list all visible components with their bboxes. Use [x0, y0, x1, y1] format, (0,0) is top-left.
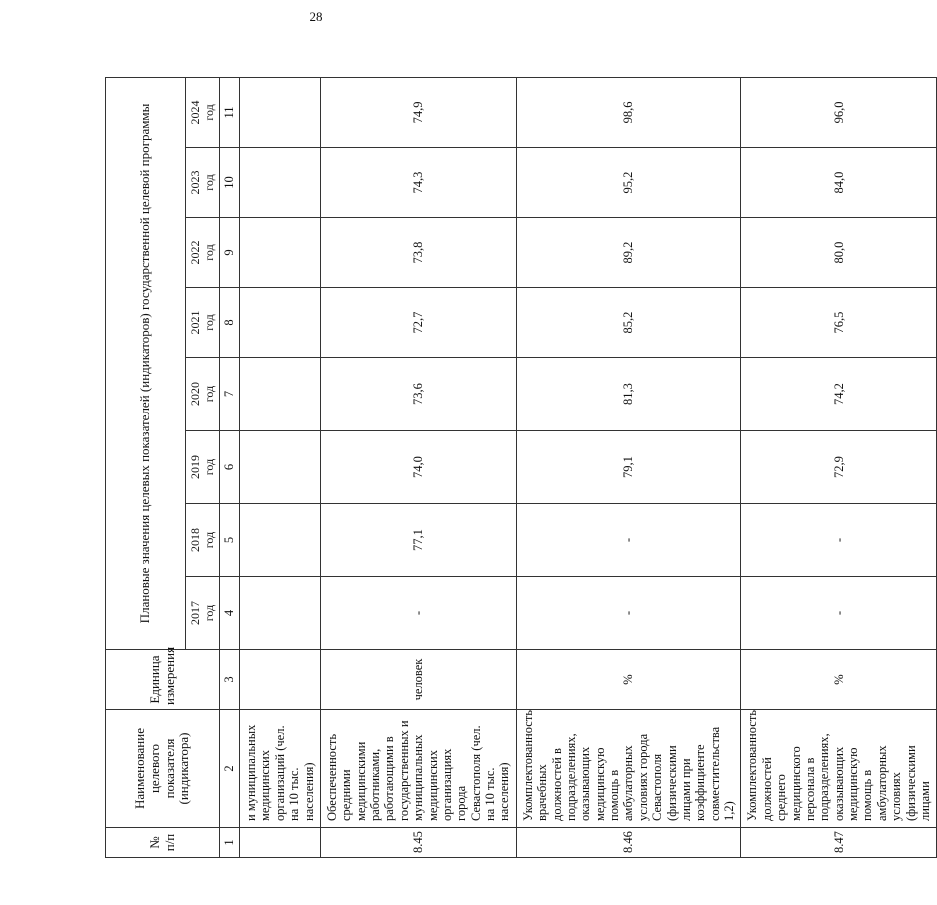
- column-number: 11: [220, 77, 240, 147]
- column-number: 5: [220, 504, 240, 577]
- value-cell: -: [741, 577, 937, 650]
- value-cell: 98,6: [516, 77, 741, 147]
- unit-cell: %: [516, 650, 741, 710]
- header-year: 2022 год: [186, 218, 220, 288]
- header-row-main: [106, 77, 186, 857]
- header-year: 2018 год: [186, 504, 220, 577]
- value-cell: 89,2: [516, 218, 741, 288]
- value-cell: -: [741, 504, 937, 577]
- row-number: [240, 828, 321, 858]
- value-cell: -: [516, 577, 741, 650]
- header-indicator-name: Наименование целевого показателя (индикатора): [106, 710, 220, 828]
- value-cell: [240, 577, 321, 650]
- header-year: 2020 год: [186, 358, 220, 431]
- value-cell: 95,2: [516, 148, 741, 218]
- unit-cell: %: [741, 650, 937, 710]
- value-cell: 74,0: [320, 431, 516, 504]
- column-number: 10: [220, 148, 240, 218]
- value-cell: [240, 431, 321, 504]
- row-number: 8.47: [741, 828, 937, 858]
- unit-cell: [240, 650, 321, 710]
- value-cell: [240, 358, 321, 431]
- indicator-name: Укомплектованность врачебных должностей в подразделениях, оказывающих медицинскую помощь в амбулаторных условиях города Севастополя (физическими лицами при коэффициенте совместительства 1,2): [516, 710, 741, 828]
- value-cell: 76,5: [741, 288, 937, 358]
- header-number: № п/п: [106, 828, 220, 858]
- value-cell: [240, 288, 321, 358]
- value-cell: 74,3: [320, 148, 516, 218]
- column-number: 4: [220, 577, 240, 650]
- header-year: 2021 год: [186, 288, 220, 358]
- column-numbers-row: [220, 77, 240, 857]
- value-cell: 72,9: [741, 431, 937, 504]
- value-cell: 81,3: [516, 358, 741, 431]
- header-year: 2024 год: [186, 77, 220, 147]
- value-cell: 77,1: [320, 504, 516, 577]
- value-cell: 74,9: [320, 77, 516, 147]
- rotated-table-container: [105, 78, 932, 858]
- value-cell: [240, 77, 321, 147]
- header-year: 2023 год: [186, 148, 220, 218]
- column-number: 8: [220, 288, 240, 358]
- row-number: 8.46: [516, 828, 741, 858]
- value-cell: 74,2: [741, 358, 937, 431]
- value-cell: 96,0: [741, 77, 937, 147]
- column-number: 9: [220, 218, 240, 288]
- value-cell: [240, 148, 321, 218]
- column-number: 1: [220, 828, 240, 858]
- table-row: [741, 77, 937, 857]
- indicator-name: Обеспеченность средними медицинскими работниками, работающими в государственных и муниципальных медицинских организациях города Севастополя (чел. на 10 тыс. населения): [320, 710, 516, 828]
- table-row: [516, 77, 741, 857]
- column-number: 6: [220, 431, 240, 504]
- value-cell: [240, 218, 321, 288]
- header-planned-values: Плановые значения целевых показателей (индикаторов) государственной целевой программы: [106, 77, 186, 649]
- column-number: 3: [220, 650, 240, 710]
- table-row: [320, 77, 516, 857]
- value-cell: 72,7: [320, 288, 516, 358]
- value-cell: -: [516, 504, 741, 577]
- column-number: 7: [220, 358, 240, 431]
- value-cell: 73,8: [320, 218, 516, 288]
- indicator-name: и муниципальных медицинских организаций (чел. на 10 тыс. населения): [240, 710, 321, 828]
- value-cell: 85,2: [516, 288, 741, 358]
- target-indicators-table: [105, 77, 937, 858]
- value-cell: -: [320, 577, 516, 650]
- value-cell: 79,1: [516, 431, 741, 504]
- table-row: [240, 77, 321, 857]
- value-cell: 80,0: [741, 218, 937, 288]
- page-number: 28: [309, 9, 323, 24]
- value-cell: 73,6: [320, 358, 516, 431]
- header-year: 2017 год: [186, 577, 220, 650]
- unit-cell: человек: [320, 650, 516, 710]
- header-year: 2019 год: [186, 431, 220, 504]
- header-unit: Единица измерения: [106, 650, 220, 710]
- indicator-name: Укомплектованность должностей среднего медицинского персонала в подразделениях, оказывающих медицинскую помощь в амбулаторных условиях (физическими лицами: [741, 710, 937, 828]
- value-cell: [240, 504, 321, 577]
- value-cell: 84,0: [741, 148, 937, 218]
- row-number: 8.45: [320, 828, 516, 858]
- column-number: 2: [220, 710, 240, 828]
